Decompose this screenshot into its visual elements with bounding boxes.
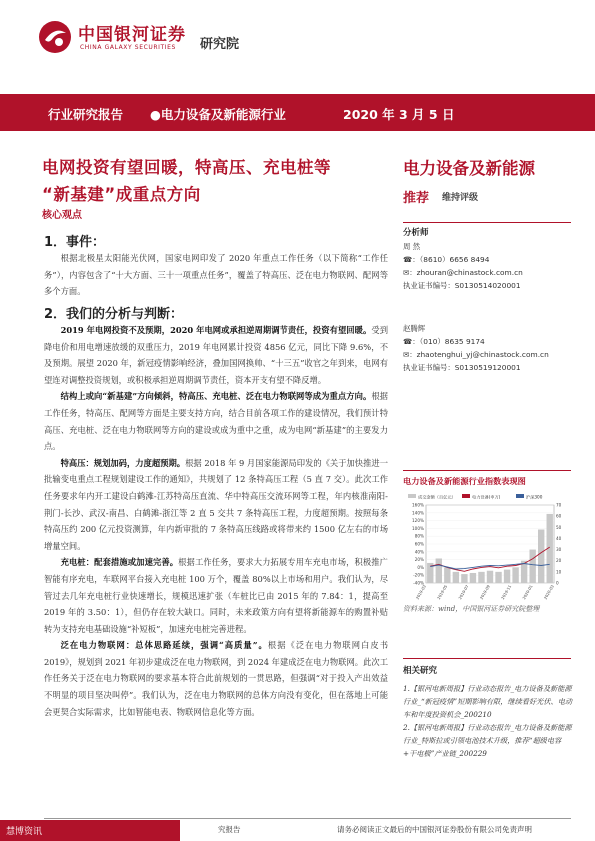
- chart-y-left-tick: 120%: [412, 518, 424, 524]
- section-2-body: [44, 322, 388, 720]
- analyst-2-name: 赵腾辉: [403, 324, 426, 333]
- paragraph-2-lead: 2019 年电网投资不及预期，2020 年电网或承担逆周期调节责任，投资有望回暖。: [60, 325, 372, 335]
- section-1-heading: 1．事件：: [44, 235, 106, 250]
- chart-y-right-tick: 60: [556, 513, 562, 519]
- chart-x-tick: 2019-07: [457, 584, 470, 601]
- paragraph-1: 根据北极星太阳能光伏网，国家电网印发了 2020 年重点工作任务（以下简称“工作任务”），内容包含了“十大方面、三十一项重点任务”，覆盖了特高压、泛在电力物联网、配网等多个方面。: [44, 253, 388, 297]
- analyst-panel: [403, 222, 571, 374]
- related-item-1[interactable]: 1.【银河电新周报】行业动态报告_电力设备及新能源行业_“新冠疫情”短期影响有限，继续看好光伏、电动车和年度投资机会_200210: [403, 684, 573, 719]
- chart-volume-bar: [529, 550, 535, 583]
- chart-y-left-tick: 80%: [414, 533, 424, 539]
- chart-y-right-tick: 20: [556, 558, 562, 564]
- analyst-2-phone: ☎：（010）8635 9174: [403, 337, 485, 346]
- chart-y-left-tick: 20%: [414, 557, 424, 563]
- industry-label: ●电力设备及新能源行业: [150, 107, 286, 122]
- analyst-rule: [403, 222, 571, 223]
- paragraph-2-text: 受到降电价和用电增速放缓的双重压力，2019 年电网累计投资 4856 亿元，同比下降 9.6%，不及预期。展望 2020 年，新冠疫情影响经济，叠加国网换帅、“十三五”收官之年到来，电网有望连对调整投资规划，或积极承担逆周期调节责任，资本开支有望不降反增。: [44, 325, 388, 385]
- chart-volume-bar: [444, 567, 450, 583]
- chart-legend-label: 成交金额（百亿元）: [418, 494, 456, 500]
- chart-volume-bar: [453, 572, 459, 583]
- chart-volume-bar: [487, 571, 493, 583]
- analyst-title: 分析师: [403, 228, 429, 238]
- chart-volume-bar: [504, 570, 510, 583]
- chart-y-left-tick: 140%: [412, 510, 424, 516]
- related-rule: [403, 658, 571, 659]
- chart-y-left-tick: 100%: [412, 525, 424, 531]
- paragraph-6-text: 根据《泛在电力物联网白皮书 2019》，规划到 2021 年初步建成泛在电力物联网，到 2024 年建成泛在电力物联网。此次工作任务关于泛在电力物联网的要求基本符合此前规划的一贯思路，但强调“对于投入产出效益不明显的项目坚决叫停”。我们认为，泛在电力物联网的总体方向没有变化，但在落地上可能会更契合实际需求，比如智能电表、物联网信息化等方面。: [44, 640, 388, 717]
- paragraph-4: [44, 455, 388, 555]
- chart-y-left-tick: -40%: [413, 580, 424, 586]
- sector-name: 电力设备及新能源: [403, 159, 535, 178]
- chart-volume-bar: [512, 567, 518, 583]
- index-performance-chart: [404, 491, 571, 601]
- chart-legend-swatch: [516, 494, 524, 498]
- section-2-heading: 2．我们的分析与判断：: [44, 307, 184, 322]
- rating-sub: 维持评级: [442, 193, 479, 203]
- chart-legend-swatch: [462, 494, 470, 498]
- report-title-line2: “新基建”成重点方向: [42, 185, 201, 204]
- section-1-body: [44, 250, 388, 300]
- paragraph-3-lead: 结构上或向“新基建”方向倾斜，特高压、充电桩、泛在电力物联网等成为重点方向。: [60, 391, 372, 402]
- chart-x-tick: 2019-09: [478, 584, 491, 601]
- brand-name-en: CHINA GALAXY SECURITIES: [80, 44, 176, 51]
- related-title: 相关研究: [403, 666, 438, 676]
- chart-volume-bar: [470, 573, 476, 583]
- paragraph-4-text: 根据 2018 年 9 月国家能源局印发的《关于加快推进一批输变电重点工程规划建设工作的通知》，共规划了 12 条特高压工程（5 直 7 交）。此次工作任务要求年内开工建设白鹤滩-江苏特高压直流、华中特高压交流环网等工程，年内核准南阳-荆门-长沙、武汉-南昌、白鹤滩-浙江等 2 直 5 交共 7 条特高压工程，力度超预期。按照每条特高压约 200 亿元投资测算，年内新审批的 7 条特高压线路或将带来约 1500 亿左右的市场增量空间。: [44, 457, 388, 551]
- galaxy-logo-icon: [38, 20, 72, 54]
- chart-y-left-tick: 160%: [412, 502, 424, 508]
- rating-label: 推荐: [403, 191, 430, 206]
- chart-x-tick: 2019-11: [499, 584, 513, 601]
- chart-legend-swatch: [408, 494, 416, 498]
- watermark-text: 慧博资讯: [6, 827, 43, 837]
- chart-volume-bar: [538, 530, 544, 583]
- paragraph-6: [44, 637, 388, 720]
- analyst-1-name: 周 然: [403, 242, 421, 251]
- chart-legend-label: 沪深300: [526, 494, 543, 500]
- chart-y-right-tick: 70: [556, 502, 562, 508]
- report-date: 2020 年 3 月 5 日: [343, 107, 455, 122]
- chart-y-right-tick: 50: [556, 524, 562, 530]
- analyst-1-phone: ☎：（8610）6656 8494: [403, 255, 490, 264]
- chart-volume-bar: [461, 574, 467, 583]
- chart-volume-bar: [495, 572, 501, 583]
- paragraph-3-text: 根据工作任务，特高压、配网等方面是主要支持方向，结合目前各项工作的建设情况，我们预计特高压、充电桩、泛在电力物联网等方向的建设或成为重中之重，成为电网“新基建”的主要发力点。: [44, 391, 388, 452]
- chart-y-left-tick: -20%: [413, 572, 424, 578]
- analyst-2-email[interactable]: ✉：zhaotenghui_yj@chinastock.com.cn: [403, 350, 549, 359]
- paragraph-2: [44, 322, 388, 388]
- related-list: [403, 682, 573, 760]
- institute-label: 研究院: [200, 37, 240, 52]
- chart-title: 电力设备及新能源行业指数表现图: [403, 476, 526, 486]
- brand-name-cn: 中国银河证券: [78, 25, 186, 45]
- chart-x-tick: 2020-01: [521, 584, 534, 601]
- chart-rule: [403, 470, 571, 471]
- footer-rule: [44, 818, 571, 819]
- analyst-1-email[interactable]: ✉：zhouran@chinastock.com.cn: [403, 268, 523, 277]
- paragraph-6-lead: 泛在电力物联网：总体思路延续，强调“高质量”。: [60, 640, 268, 651]
- paragraph-5: [44, 554, 388, 637]
- chart-source: 资料来源：wind，中国银河证券研究院整理: [403, 605, 540, 613]
- chart-y-left-tick: 60%: [414, 541, 424, 547]
- chart-y-right-tick: 10: [556, 569, 562, 575]
- chart-y-right-tick: 0: [556, 580, 559, 586]
- chart-legend-label: 电力设备(申万): [472, 494, 501, 500]
- chart-y-right-tick: 30: [556, 547, 562, 553]
- chart-y-right-tick: 40: [556, 535, 562, 541]
- paragraph-4-lead: 特高压：规划加码，力度超预期。: [60, 457, 186, 468]
- analyst-1-cert: 执业证书编号：S0130514020001: [403, 281, 521, 290]
- chart-x-tick: 2020-03: [542, 584, 555, 601]
- paragraph-3: [44, 388, 388, 454]
- paragraph-5-lead: 充电桩：配套措施或加速完善。: [60, 557, 179, 568]
- chart-y-left-tick: 40%: [414, 549, 424, 555]
- chart-x-tick: 2019-05: [435, 584, 449, 601]
- related-item-2[interactable]: 2.【银河电新周报】行业动态报告_电力设备及新能源行业_特斯拉或引领电池技术升级，推荐“超级电容+干电极”产业链_200229: [403, 723, 572, 758]
- analyst-2-cert: 执业证书编号：S0130519120001: [403, 363, 521, 372]
- report-title-line1: 电网投资有望回暖，特高压、充电桩等: [42, 158, 331, 177]
- paragraph-5-text: 根据工作任务，要求大力拓展专用车充电市场，积极推广智能有序充电，车联网平台接入充电桩 100 万个，覆盖 80%以上市场和用户。我们认为，尽管过去几年充电桩行业快速增长，规模迅速扩张（车桩比已由 2015 年的 7.84：1，提高至 2019 年的 3.50：1），但仍存在较大缺口。同时，未来政策方向有望将新能源车的购置补贴转为支持充电基础设施“补短板”，加速充电桩完善进程。: [44, 557, 388, 634]
- core-view-heading: 核心观点: [42, 210, 82, 221]
- chart-volume-bar: [436, 558, 442, 583]
- footer-disclaimer[interactable]: 请务必阅读正文最后的中国银河证券股份有限公司免责声明: [337, 825, 532, 834]
- report-type: 行业研究报告: [48, 107, 124, 122]
- chart-volume-bar: [478, 572, 484, 583]
- chart-y-left-tick: 0%: [417, 564, 424, 570]
- chart-x-tick: 2019-03: [414, 584, 427, 601]
- footer-left: 究报告: [218, 825, 241, 834]
